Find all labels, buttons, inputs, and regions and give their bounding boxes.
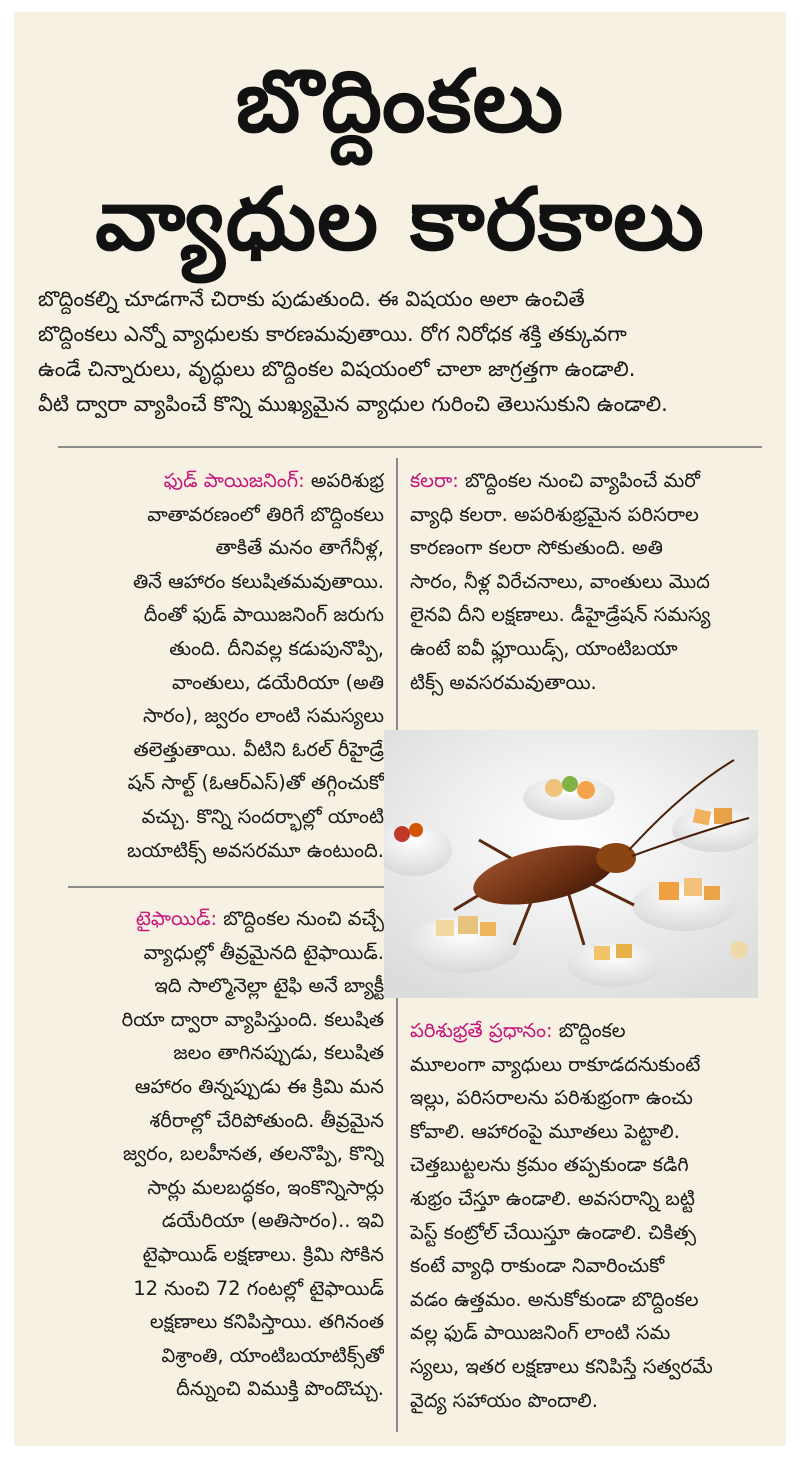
section-line: తాకితే మనం తాగేనీళ్ల, — [215, 536, 384, 560]
section-line: శుభ్రం చేస్తూ ఉండాలి. అవసరాన్ని బట్టి — [410, 1186, 695, 1210]
section-line: వల్ల ఫుడ్ పాయిజనింగ్ లాంటి సమ — [410, 1321, 671, 1345]
section-first-line-text: బొద్దింకల నుంచి వచ్చే — [217, 907, 384, 930]
section-line: చెత్తబుట్టలను క్రమం తప్పకుండా కడిగి — [410, 1153, 689, 1177]
section-line: సారం, నీళ్ల విరేచనాలు, వాంతులు మొద — [410, 569, 710, 593]
cockroach-icon — [384, 730, 758, 998]
section-line: డయేరియా (అతిసారం).. ఇవి — [161, 1209, 384, 1233]
section-line: లైనవి దీని లక్షణాలు. డీహైడ్రేషన్ సమస్య — [410, 603, 711, 627]
section-first-line — [410, 464, 766, 498]
section-line: తుంది. దీనివల్ల కడుపునొప్పి, — [169, 636, 384, 660]
section-first-line — [410, 1014, 766, 1048]
section-line: రియా ద్వారా వ్యాపిస్తుంది. కలుషిత — [121, 1007, 384, 1031]
section-line: వాతావరణంలో తిరిగే బొద్దింకలు — [147, 502, 384, 526]
section-heading: టైఫాయిడ్: — [135, 907, 218, 930]
section-line: దీంతో ఫుడ్ పాయిజనింగ్ జరుగు — [143, 603, 384, 627]
section-line: ఆహారం తిన్నప్పుడు ఈ క్రిమి మన — [134, 1074, 384, 1098]
section-line: కంటే వ్యాధి రాకుండా నివారించుకో — [410, 1254, 665, 1278]
section-line: కోవాలి. ఆహారంపై మూతలు పెట్టాలి. — [410, 1119, 680, 1143]
section-line: సార్లు మలబద్ధకం, ఇంకొన్నిసార్లు — [147, 1175, 384, 1199]
cockroach-with-food-bowls-photo — [384, 730, 758, 998]
section-line: వడం ఉత్తమం. అనుకోకుండా బొద్దింకల — [410, 1287, 699, 1311]
section-heading: ఫుడ్ పాయిజనింగ్: — [163, 469, 305, 492]
section-line: షన్ సాల్ట్ (ఓఆర్ఎస్)తో తగ్గించుకో — [127, 771, 384, 795]
horizontal-divider — [58, 446, 762, 448]
section-food-poisoning — [54, 464, 384, 867]
section-line: బయాటిక్స్ అవసరమూ ఉంటుంది. — [127, 838, 384, 862]
section-line: వ్యాధుల్లో తీవ్రమైనది టైఫాయిడ్. — [143, 940, 384, 964]
section-line: టిక్స్ అవసరమవుతాయి. — [410, 670, 597, 694]
section-cholera — [410, 464, 766, 699]
section-line: వచ్చు. కొన్ని సందర్భాల్లో యాంటి — [141, 804, 384, 828]
section-line: ఉంటే ఐవీ ఫ్లూయిడ్స్, యాంటిబయా — [410, 636, 678, 660]
section-first-line-text: బొద్దింకల — [552, 1019, 626, 1042]
section-line: కారణంగా కలరా సోకుతుంది. అతి — [410, 536, 663, 560]
section-line: వైద్య సహాయం పొందాలి. — [410, 1388, 598, 1412]
section-first-line-text: అపరిశుభ్ర — [304, 469, 384, 492]
section-line: మూలంగా వ్యాధులు రాకూడదనుకుంటే — [410, 1052, 701, 1076]
section-heading: కలరా: — [410, 469, 459, 492]
section-line: జలం తాగినప్పుడు, కలుషిత — [173, 1041, 384, 1065]
section-line: తినే ఆహారం కలుషితమవుతాయి. — [133, 569, 384, 593]
section-line: స్యలు, ఇతర లక్షణాలు కనిపిస్తే సత్వరమే — [410, 1354, 713, 1378]
section-line: టైఫాయిడ్ లక్షణాలు. క్రిమి సోకిన — [142, 1242, 384, 1266]
section-first-line — [54, 902, 384, 936]
section-line: జ్వరం, బలహీనత, తలనొప్పి, కొన్ని — [122, 1142, 384, 1166]
section-line: శరీరాల్లో చేరిపోతుంది. తీవ్రమైన — [149, 1108, 384, 1132]
intro-line: వీటి ద్వారా వ్యాపించే కొన్ని ముఖ్యమైన వ్యాధుల గురించి తెలుసుకుని ఉండాలి. — [38, 392, 668, 416]
intro-line: బొద్దింకలు ఎన్నో వ్యాధులకు కారణమవుతాయి. రోగ నిరోధక శక్తి తక్కువగా — [38, 322, 627, 346]
headline-line-2: వ్యాధుల కారకాలు — [95, 170, 705, 270]
section-line: 12 నుంచి 72 గంటల్లో టైఫాయిడ్ — [133, 1276, 384, 1300]
section-line: విశ్రాంతి, యాంటిబయాటిక్స్‌తో — [161, 1343, 384, 1367]
section-line: ఇల్లు, పరిసరాలను పరిశుభ్రంగా ఉంచు — [410, 1086, 693, 1110]
intro-line: బొద్దింకల్ని చూడగానే చిరాకు పుడుతుంది. ఈ విషయం అలా ఉంచితే — [38, 287, 585, 311]
left-column-divider — [68, 886, 384, 888]
intro-paragraph — [38, 282, 764, 422]
section-line: వ్యాధి కలరా. అపరిశుభ్రమైన పరిసరాల — [410, 502, 699, 526]
section-heading: పరిశుభ్రతే ప్రధానం: — [410, 1019, 553, 1042]
section-first-line-text: బొద్దింకల నుంచి వ్యాపించే మరో — [458, 469, 700, 492]
section-hygiene — [410, 1014, 766, 1417]
section-line: సారం), జ్వరం లాంటి సమస్యలు — [142, 704, 384, 728]
section-line: లక్షణాలు కనిపిస్తాయి. తగినంత — [149, 1310, 384, 1334]
newspaper-clipping — [14, 12, 786, 1446]
headline-line-1: బొద్దింకలు — [235, 52, 565, 152]
intro-line: ఉండే చిన్నారులు, వృద్ధులు బొద్దింకల విషయంలో చాలా జాగ్రత్తగా ఉండాలి. — [38, 357, 636, 381]
section-line: దీన్నుంచి విముక్తి పొందొచ్చు. — [176, 1377, 384, 1401]
section-line: పెస్ట్ కంట్రోల్ చేయిస్తూ ఉండాలి. చికిత్స — [410, 1220, 697, 1244]
section-line: ఇది సాల్మొనెల్లా టైఫి అనే బ్యాక్టీ — [154, 974, 384, 998]
section-line: వాంతులు, డయేరియా (అతి — [171, 670, 384, 694]
section-line: తలెత్తుతాయి. వీటిని ఓరల్ రీహైడ్రే — [133, 737, 384, 761]
section-first-line — [54, 464, 384, 498]
section-typhoid — [54, 902, 384, 1406]
